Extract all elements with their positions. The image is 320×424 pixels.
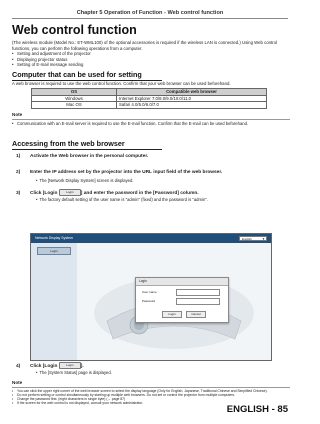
intro-bullet: • Displaying projector status	[12, 57, 290, 63]
table-cell-browser: Internet Explorer 7.0/8.0/9.0/10.0/11.0	[117, 95, 267, 102]
intro-paragraph: (The wireless module (Model No.: ET-WML100) of the optional accessories is required if the wireless LAN is connected.) Using Web control functions, you can perform the following operations from a computer.	[12, 40, 278, 51]
dialog-cancel-button: Cancel	[186, 311, 206, 318]
note-divider	[12, 119, 290, 120]
step-4-note: • The [System Status] page is displayed.	[36, 370, 286, 375]
dialog-title: Login	[136, 278, 228, 286]
username-label: User name	[142, 290, 157, 294]
table-cell-browser: Safari 4.0/5.0/6.0/7.0	[117, 102, 267, 109]
browser-compat-table	[31, 88, 267, 109]
language-select	[239, 236, 267, 241]
note-label: Note	[12, 380, 23, 385]
step-2	[16, 170, 286, 175]
note-label: Note	[12, 112, 23, 117]
step-number: 3)	[16, 190, 21, 196]
chapter-header: Chapter 5 Operation of Function - Web control function	[76, 10, 224, 16]
login-button-image: Login	[59, 362, 81, 369]
screenshot-sidebar	[31, 243, 77, 360]
step-1	[16, 154, 286, 159]
screenshot-title-bar	[31, 234, 271, 243]
step-3-note: • The factory default setting of the user name is "admin" (fixed) and the password is "admin".	[36, 197, 286, 202]
step-text-post: ].	[80, 363, 84, 369]
password-label: Password	[142, 299, 156, 303]
chevron-down-icon: ▼	[262, 237, 265, 241]
page-title: Web control function	[12, 23, 137, 37]
table-header-browser: Compatible web browser	[117, 89, 267, 96]
intro-bullet: • Setting of E-mail message sending	[12, 62, 290, 68]
screenshot-login-button: Login	[37, 247, 71, 255]
note-item: • Do not perform setting or control simultaneously by starting up multiple web browsers. Do not set or control the projector from multiple computers.	[12, 393, 288, 397]
page-number: ENGLISH - 85	[226, 404, 288, 415]
section-computer-text: A web browser is required to use the web control function. Confirm that your web browser can be used beforehand.	[12, 81, 231, 86]
table-row	[32, 95, 267, 102]
language-value: English	[242, 237, 252, 241]
step-number: 1)	[16, 154, 21, 159]
step-text-pre: Click [Login	[30, 363, 58, 369]
note-block	[12, 121, 288, 126]
login-button-image: Login	[59, 189, 81, 196]
section-heading-computer: Computer that can be used for setting	[12, 70, 162, 81]
section-heading-access: Accessing from the web browser	[12, 139, 162, 150]
dialog-login-button: Login	[162, 311, 182, 318]
step-number: 2)	[16, 170, 21, 175]
step-4	[16, 362, 286, 369]
step-text: Enter the IP address set by the projector into the URL input field of the web browser.	[30, 170, 223, 175]
step-3	[16, 189, 286, 196]
step-text-post: ] and enter the password in the [Password] column.	[80, 190, 199, 196]
login-screen-screenshot	[30, 233, 272, 361]
table-cell-os: Mac OS	[32, 102, 117, 109]
table-header-os: OS	[32, 89, 117, 96]
note-block	[12, 389, 288, 405]
username-field	[176, 289, 220, 296]
intro-block	[12, 40, 290, 68]
note-item: • You can click the upper right corner of the web browser screen to select the display language (Only for English, Japanese, Traditional Chinese and Simplified Chinese).	[12, 389, 288, 393]
step-number: 4)	[16, 363, 21, 369]
note-item: • If the screen for the web control is not displayed, consult your network administrator.	[12, 401, 288, 405]
intro-bullet-list	[12, 51, 290, 68]
note-item: • Communication with an E-mail server is required to use the E-mail function. Confirm that the E-mail can be used beforehand.	[12, 121, 288, 126]
table-row	[32, 102, 267, 109]
note-item: • Change the password first. (eight characters in single byte) (→ page 87)	[12, 397, 288, 401]
intro-bullet: • Setting and adjustment of the projector	[12, 51, 290, 57]
table-cell-os: Windows	[32, 95, 117, 102]
login-dialog	[135, 277, 229, 323]
step-text-pre: Click [Login	[30, 190, 58, 196]
step-text: Activate the Web browser in the personal computer.	[30, 154, 149, 159]
header-divider	[12, 18, 288, 19]
screenshot-main-area	[77, 243, 271, 360]
note-divider	[12, 387, 290, 388]
password-field	[176, 298, 220, 305]
screenshot-title: Network Display System	[35, 236, 73, 240]
table-header-row	[32, 89, 267, 96]
step-2-note: • The [Network Display System] screen is displayed.	[36, 178, 286, 183]
